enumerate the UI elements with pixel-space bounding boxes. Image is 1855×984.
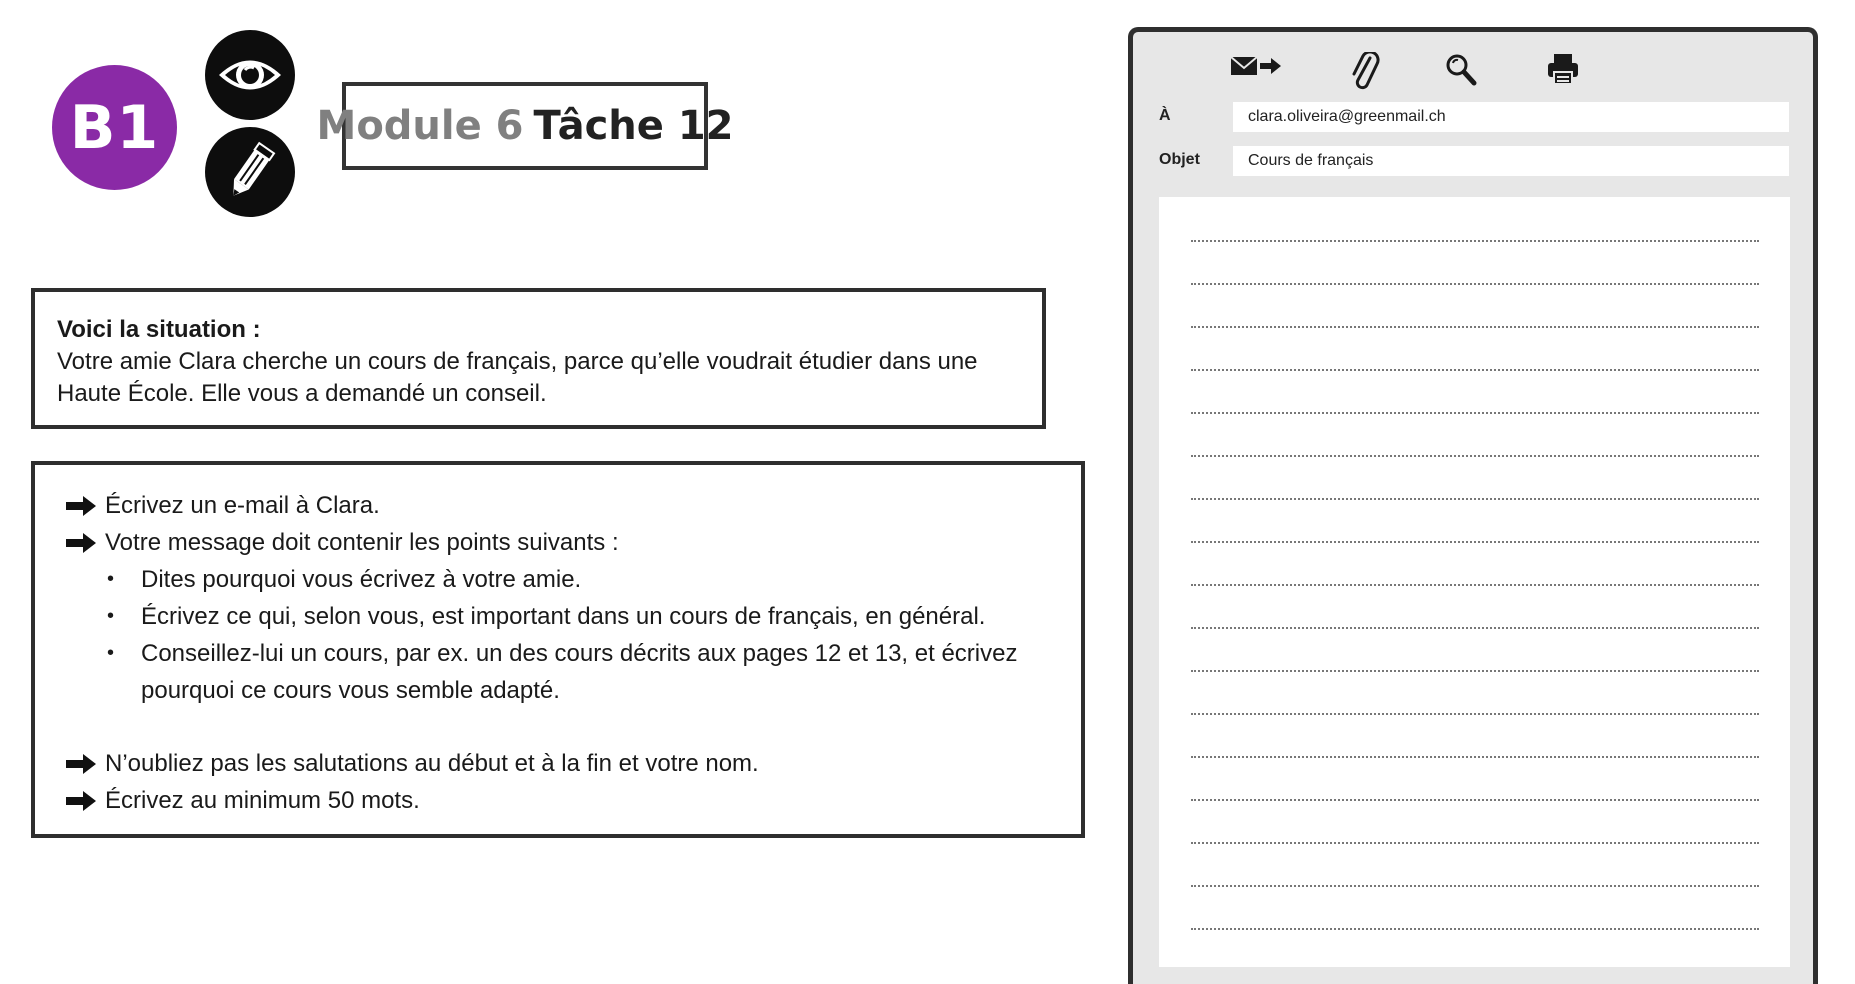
bullet: • — [107, 642, 115, 664]
send-icon[interactable] — [1229, 52, 1283, 85]
writing-line — [1191, 283, 1759, 285]
writing-line — [1191, 670, 1759, 672]
message-body[interactable] — [1159, 197, 1790, 967]
writing-line — [1191, 240, 1759, 242]
writing-line — [1191, 885, 1759, 887]
writing-line — [1191, 455, 1759, 457]
situation-box — [31, 288, 1046, 429]
list-item — [65, 745, 1051, 782]
print-icon[interactable] — [1546, 52, 1580, 91]
eye-icon — [205, 30, 295, 120]
task-label: Tâche 12 — [533, 103, 734, 149]
task-item-text: Écrivez un e-mail à Clara. — [105, 492, 380, 519]
situation-heading: Voici la situation : — [57, 316, 261, 343]
list-item — [107, 672, 1051, 709]
subject-field[interactable]: Cours de français — [1233, 146, 1789, 176]
list-item — [107, 561, 1051, 598]
arrow-right-icon — [65, 745, 97, 782]
writing-line — [1191, 412, 1759, 414]
writing-line — [1191, 541, 1759, 543]
task-item-text: Écrivez au minimum 50 mots. — [105, 787, 420, 814]
list-item — [107, 598, 1051, 635]
sub-item-text: Conseillez-lui un cours, par ex. un des cours décrits aux pages 12 et 13, et écrivez — [141, 640, 1018, 667]
writing-line — [1191, 627, 1759, 629]
arrow-right-icon — [65, 524, 97, 561]
writing-line — [1191, 799, 1759, 801]
pencil-icon — [205, 127, 295, 217]
situation-text: Votre amie Clara cherche un cours de français, parce qu’elle voudrait étudier dans une Haute École. Elle vous a demandé un conseil. — [57, 348, 978, 407]
writing-line — [1191, 498, 1759, 500]
task-item-text: Votre message doit contenir les points suivants : — [105, 529, 619, 556]
writing-line — [1191, 584, 1759, 586]
attach-icon[interactable] — [1350, 52, 1380, 95]
task-instructions — [31, 461, 1085, 838]
writing-line — [1191, 713, 1759, 715]
list-item — [65, 782, 1051, 819]
writing-line — [1191, 842, 1759, 844]
list-item — [65, 524, 1051, 561]
arrow-right-icon — [65, 782, 97, 819]
subject-label: Objet — [1159, 151, 1200, 168]
search-icon[interactable] — [1445, 52, 1477, 91]
bullet: • — [107, 568, 115, 590]
sub-item-text: Dites pourquoi vous écrivez à votre amie. — [141, 566, 582, 593]
writing-line — [1191, 928, 1759, 930]
to-label: À — [1159, 107, 1171, 124]
sub-item-text: pourquoi ce cours vous semble adapté. — [141, 677, 560, 704]
module-label: Module 6 — [316, 103, 524, 149]
email-compose-window — [1128, 27, 1818, 984]
writing-line — [1191, 369, 1759, 371]
list-item — [107, 635, 1051, 672]
to-field[interactable]: clara.oliveira@greenmail.ch — [1233, 102, 1789, 132]
level-badge: B1 — [52, 65, 177, 190]
writing-line — [1191, 756, 1759, 758]
bullet: • — [107, 605, 115, 627]
module-title — [316, 82, 734, 170]
task-item-text: N’oubliez pas les salutations au début et à la fin et votre nom. — [105, 750, 759, 777]
list-item — [65, 487, 1051, 524]
sub-item-text: Écrivez ce qui, selon vous, est important dans un cours de français, en général. — [141, 603, 986, 630]
writing-line — [1191, 326, 1759, 328]
arrow-right-icon — [65, 487, 97, 524]
